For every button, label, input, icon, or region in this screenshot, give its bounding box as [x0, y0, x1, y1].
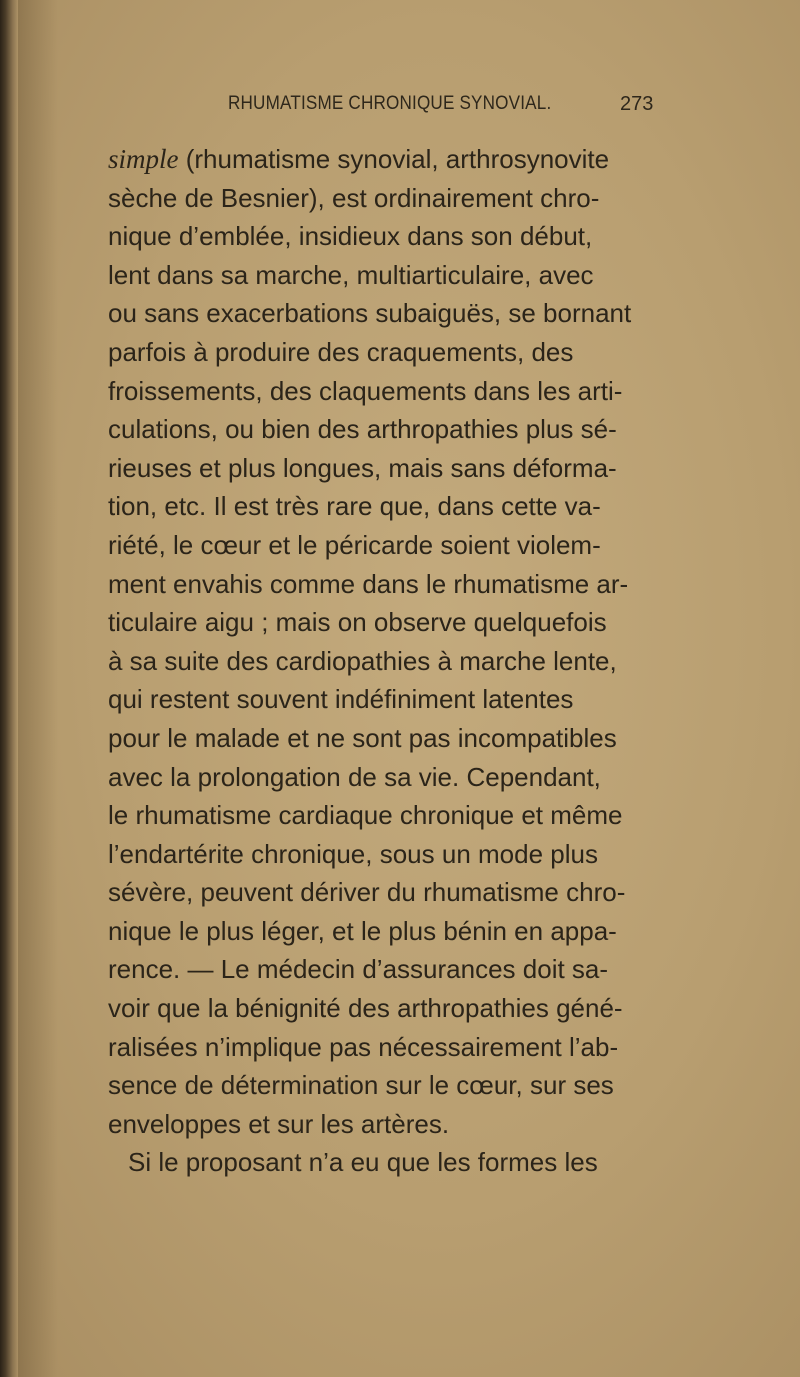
page-binding-edge — [0, 0, 18, 1377]
text-line: voir que la bénignité des arthropathies géné- — [108, 993, 623, 1024]
text-line: froissements, des claquements dans les arti- — [108, 375, 623, 406]
text-line: tion, etc. Il est très rare que, dans cette va- — [108, 491, 601, 522]
text-line: ticulaire aigu ; mais on observe quelquefois — [108, 607, 607, 638]
text-line: pour le malade et ne sont pas incompatibles — [108, 722, 617, 753]
text-line: culations, ou bien des arthropathies plus sé- — [108, 414, 617, 445]
text-line: sévère, peuvent dériver du rhumatisme chro- — [108, 877, 626, 908]
running-head: RHUMATISME CHRONIQUE SYNOVIAL. — [228, 93, 552, 114]
text-line: nique le plus léger, et le plus bénin en appa- — [108, 915, 617, 946]
text-line: Si le proposant n’a eu que les formes les — [128, 1147, 598, 1178]
body-text — [108, 140, 660, 1182]
text-line: rence. — Le médecin d’assurances doit sa- — [108, 954, 609, 985]
text-line: ment envahis comme dans le rhumatisme ar- — [108, 568, 629, 599]
text-line: lent dans sa marche, multiarticulaire, avec — [108, 259, 594, 290]
italic-word: simple — [108, 144, 179, 174]
text-line: à sa suite des cardiopathies à marche lente, — [108, 645, 617, 676]
text-line: parfois à produire des craquements, des — [108, 336, 574, 367]
text-line: avec la prolongation de sa vie. Cependant, — [108, 761, 601, 792]
text-line: nique d’emblée, insidieux dans son début, — [108, 221, 593, 252]
spine-shadow — [18, 0, 58, 1377]
text-line: enveloppes et sur les artères. — [108, 1108, 450, 1139]
line-text: (rhumatisme synovial, arthrosynovite — [178, 144, 610, 174]
text-line: ralisées n’implique pas nécessairement l’ab- — [108, 1031, 619, 1062]
text-line: qui restent souvent indéfiniment latentes — [108, 684, 574, 715]
text-line — [108, 140, 660, 179]
text-line: sence de détermination sur le cœur, sur ses — [108, 1070, 614, 1101]
text-line: l’endartérite chronique, sous un mode plus — [108, 838, 598, 869]
text-line: sèche de Besnier), est ordinairement chro- — [108, 182, 600, 213]
text-line: riété, le cœur et le péricarde soient violem- — [108, 529, 601, 560]
page-number: 273 — [620, 93, 654, 115]
text-line: le rhumatisme cardiaque chronique et même — [108, 800, 623, 831]
text-line: rieuses et plus longues, mais sans déforma- — [108, 452, 617, 483]
text-line: ou sans exacerbations subaiguës, se bornant — [108, 298, 632, 329]
